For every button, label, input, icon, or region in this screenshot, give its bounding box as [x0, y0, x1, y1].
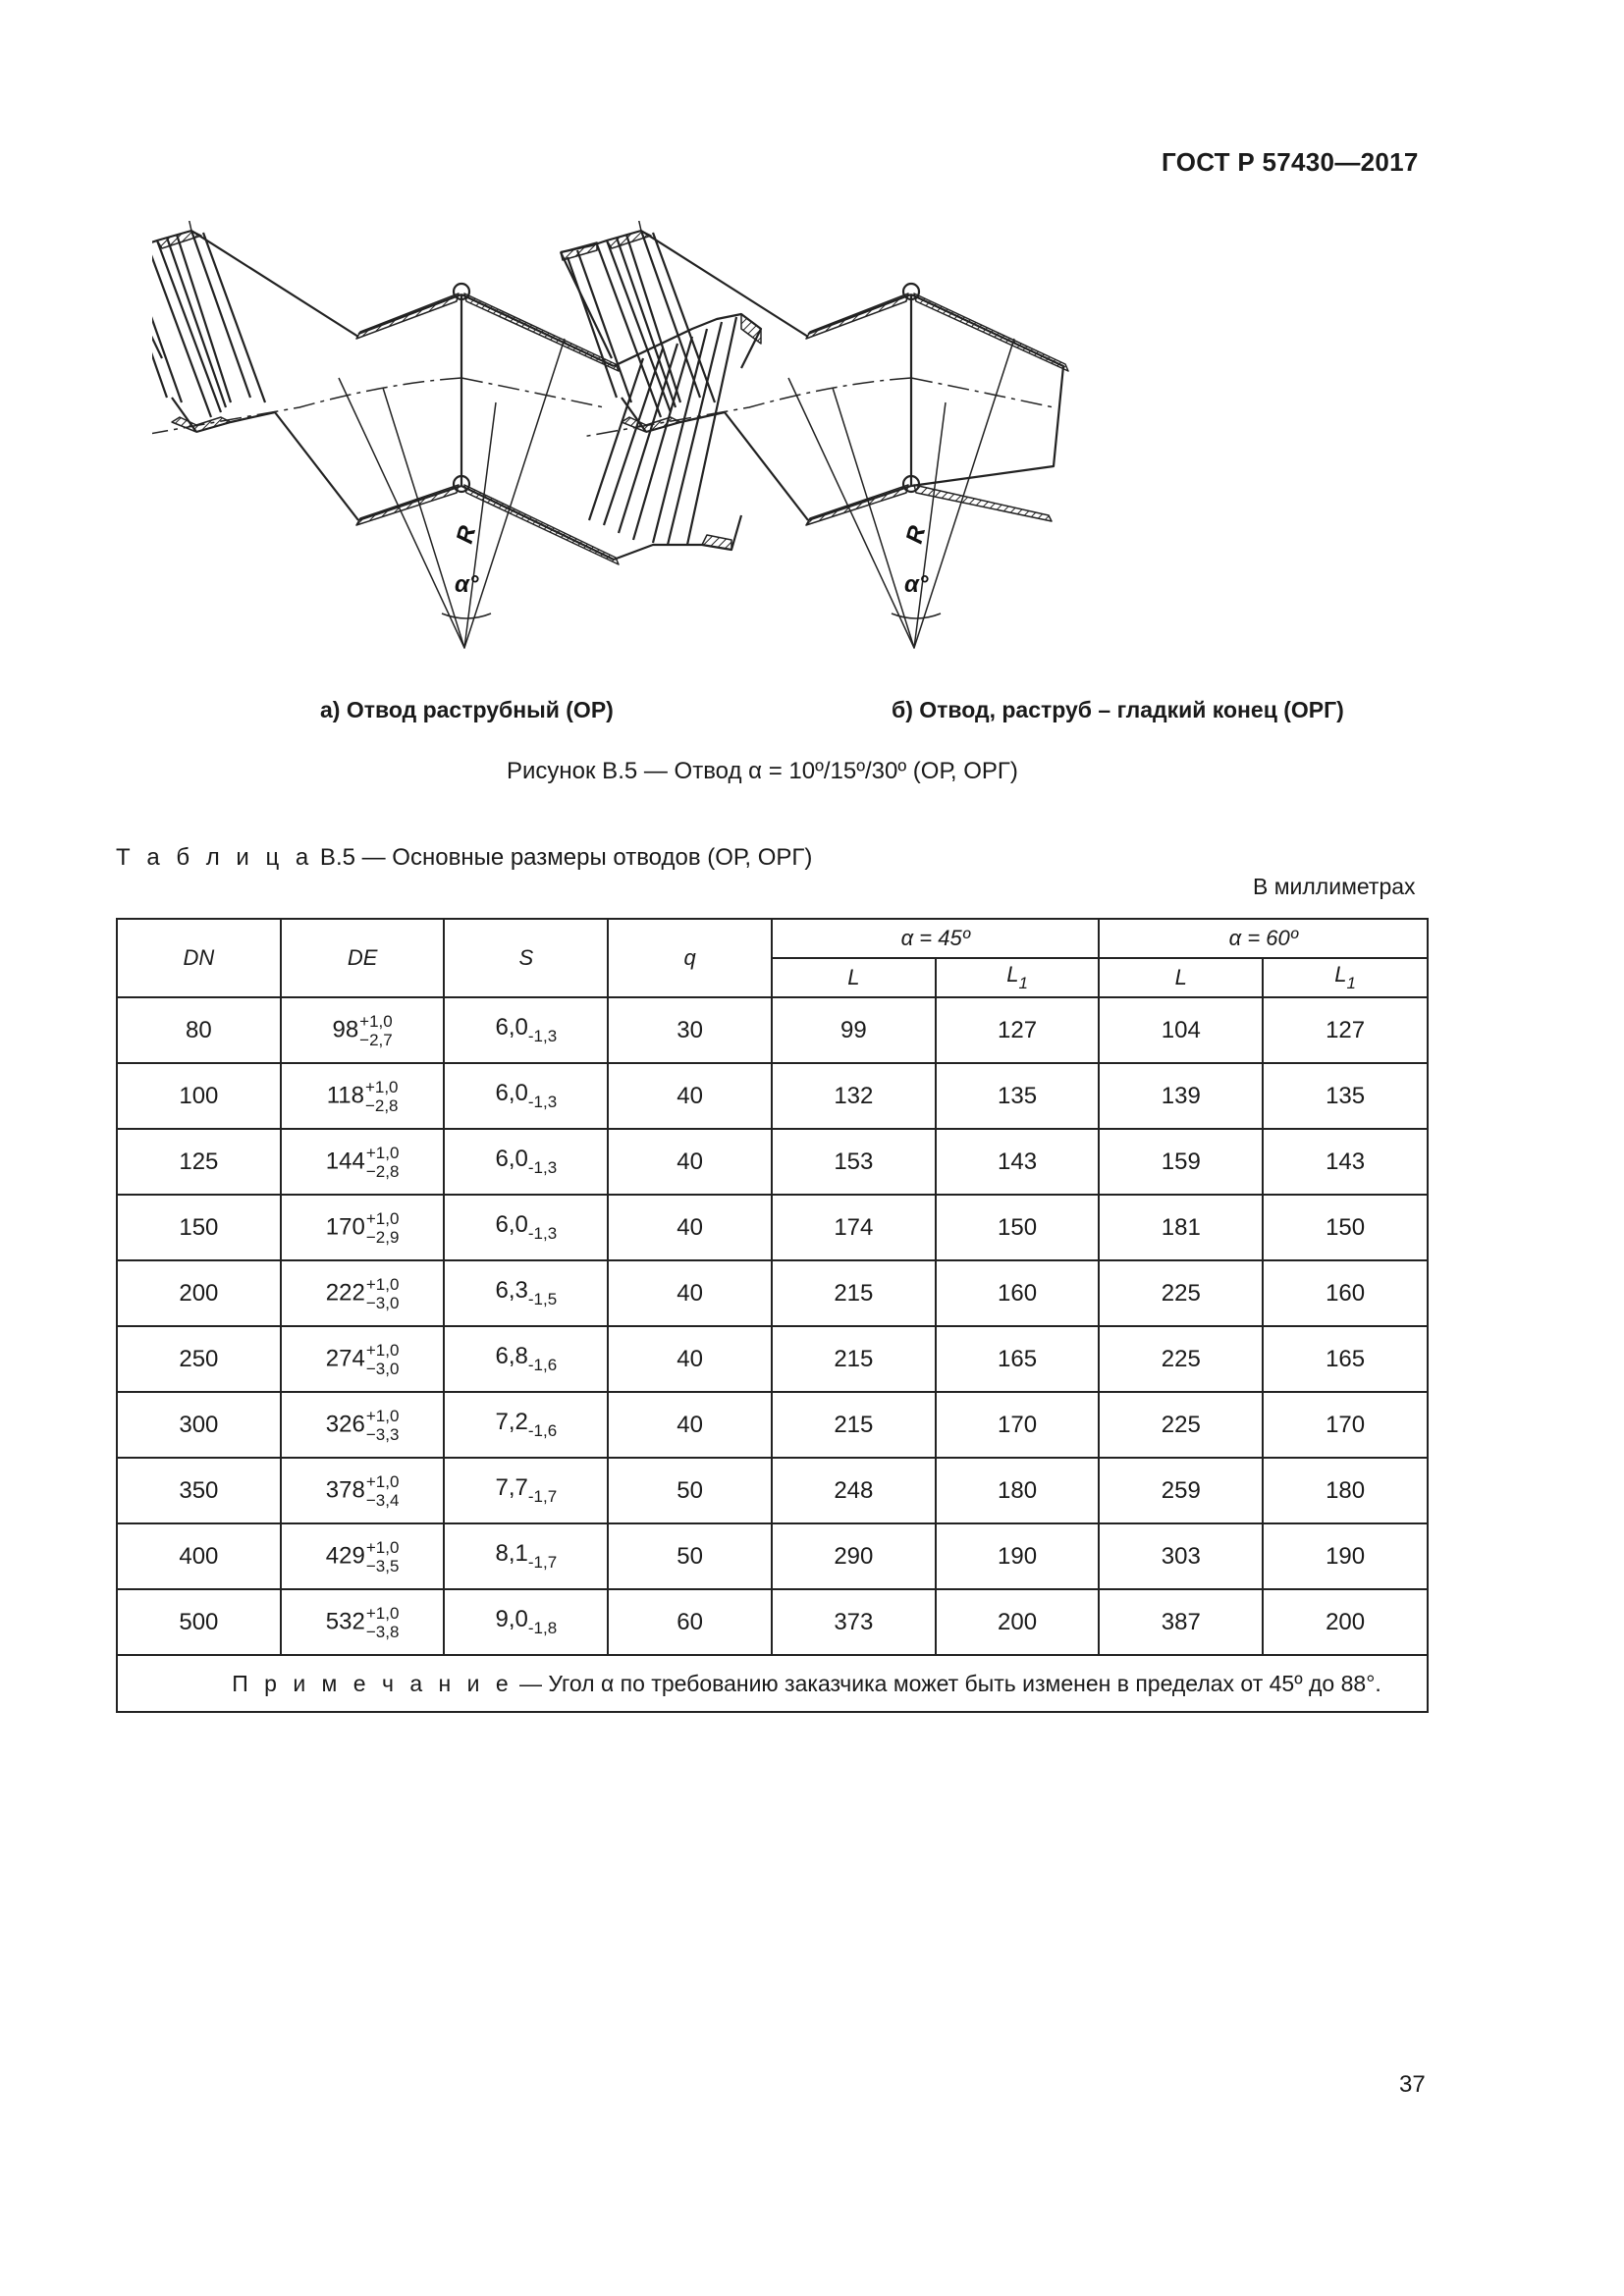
- cell-q: 30: [608, 997, 772, 1063]
- cell-dn: 400: [117, 1523, 281, 1589]
- cell-l-45: 153: [772, 1129, 936, 1195]
- figure-title: Рисунок В.5 — Отвод α = 10º/15º/30º (ОР, ОРГ): [507, 758, 1018, 784]
- cell-l-45: 215: [772, 1326, 936, 1392]
- cell-l-45: 215: [772, 1392, 936, 1458]
- cell-s: $6,0_{-1,3}$: [444, 1195, 608, 1260]
- header-dn: DN: [117, 919, 281, 997]
- cell-l-45: 132: [772, 1063, 936, 1129]
- cell-l-45: 248: [772, 1458, 936, 1523]
- cell-l1-45: 170: [936, 1392, 1100, 1458]
- cell-l-60: 225: [1099, 1392, 1263, 1458]
- cell-s: $6,0_{-1,3}$: [444, 997, 608, 1063]
- cell-l-60: 104: [1099, 997, 1263, 1063]
- note-text: — Угол α по требованию заказчика может быть изменен в пределах от 45º до 88°.: [513, 1670, 1381, 1696]
- cell-dn: 350: [117, 1458, 281, 1523]
- dimensions-table: [116, 918, 1429, 1713]
- table-row: [117, 997, 1428, 1063]
- cell-l-60: 303: [1099, 1523, 1263, 1589]
- cell-l-60: 139: [1099, 1063, 1263, 1129]
- cell-l-45: 99: [772, 997, 936, 1063]
- dim-label-alpha-b: α°: [904, 571, 929, 598]
- table-title-prefix: Т а б л и ц а: [116, 844, 314, 871]
- bend-drawing-b: [561, 221, 1098, 648]
- cell-l1-60: 200: [1263, 1589, 1428, 1655]
- table-row: [117, 1129, 1428, 1195]
- cell-l-60: 259: [1099, 1458, 1263, 1523]
- cell-q: 40: [608, 1326, 772, 1392]
- cell-l1-45: 200: [936, 1589, 1100, 1655]
- cell-l-60: 159: [1099, 1129, 1263, 1195]
- cell-de: 98 +1,0 −2,7: [281, 997, 445, 1063]
- table-title: [116, 844, 812, 872]
- page-number: 37: [1399, 2071, 1426, 2098]
- dim-label-R-a: R: [451, 522, 482, 547]
- cell-q: 40: [608, 1392, 772, 1458]
- cell-s: $6,8_{-1,6}$: [444, 1326, 608, 1392]
- cell-q: 40: [608, 1129, 772, 1195]
- cell-dn: 150: [117, 1195, 281, 1260]
- cell-dn: 300: [117, 1392, 281, 1458]
- cell-de: 326 +1,0 −3,3: [281, 1392, 445, 1458]
- table-note: [117, 1655, 1428, 1712]
- table-body: [117, 997, 1428, 1655]
- header-alpha-60: α = 60º: [1099, 919, 1428, 958]
- header-l-45: L: [772, 958, 936, 997]
- cell-l-60: 387: [1099, 1589, 1263, 1655]
- table-row: [117, 1063, 1428, 1129]
- cell-de: 222 +1,0 −3,0: [281, 1260, 445, 1326]
- cell-s: $6,3_{-1,5}$: [444, 1260, 608, 1326]
- table-row: [117, 1458, 1428, 1523]
- cell-dn: 80: [117, 997, 281, 1063]
- cell-l1-45: 127: [936, 997, 1100, 1063]
- cell-de: 429 +1,0 −3,5: [281, 1523, 445, 1589]
- figure-caption-b: б) Отвод, раструб – гладкий конец (ОРГ): [892, 697, 1344, 722]
- cell-s: $6,0_{-1,3}$: [444, 1063, 608, 1129]
- cell-de: 378 +1,0 −3,4: [281, 1458, 445, 1523]
- table-row: [117, 1392, 1428, 1458]
- header-l1-45: $L_1$: [936, 958, 1100, 997]
- cell-l-60: 225: [1099, 1260, 1263, 1326]
- cell-s: $9,0_{-1,8}$: [444, 1589, 608, 1655]
- cell-l1-60: 170: [1263, 1392, 1428, 1458]
- cell-l1-45: 190: [936, 1523, 1100, 1589]
- cell-dn: 500: [117, 1589, 281, 1655]
- cell-l1-45: 143: [936, 1129, 1100, 1195]
- note-prefix: П р и м е ч а н и е: [232, 1670, 514, 1696]
- header-alpha-45: α = 45º: [772, 919, 1099, 958]
- cell-l1-60: 143: [1263, 1129, 1428, 1195]
- pipe-bend-drawing: [152, 221, 1380, 682]
- cell-l-60: 225: [1099, 1326, 1263, 1392]
- cell-de: 274 +1,0 −3,0: [281, 1326, 445, 1392]
- figure-caption-a: а) Отвод раструбный (ОР): [320, 697, 614, 722]
- cell-q: 40: [608, 1063, 772, 1129]
- cell-l-45: 215: [772, 1260, 936, 1326]
- cell-l1-60: 165: [1263, 1326, 1428, 1392]
- cell-l1-60: 160: [1263, 1260, 1428, 1326]
- cell-dn: 100: [117, 1063, 281, 1129]
- cell-s: $7,7_{-1,7}$: [444, 1458, 608, 1523]
- cell-q: 40: [608, 1260, 772, 1326]
- cell-l1-60: 127: [1263, 997, 1428, 1063]
- header-l1-60: $L_1$: [1263, 958, 1428, 997]
- table-row: [117, 1195, 1428, 1260]
- cell-de: 532 +1,0 −3,8: [281, 1589, 445, 1655]
- cell-l-45: 174: [772, 1195, 936, 1260]
- cell-l1-45: 165: [936, 1326, 1100, 1392]
- cell-s: $6,0_{-1,3}$: [444, 1129, 608, 1195]
- dim-label-alpha-a: α°: [455, 571, 479, 598]
- cell-l1-45: 135: [936, 1063, 1100, 1129]
- cell-s: $7,2_{-1,6}$: [444, 1392, 608, 1458]
- table-title-text: В.5 — Основные размеры отводов (ОР, ОРГ): [313, 844, 813, 871]
- cell-l-45: 373: [772, 1589, 936, 1655]
- table-units: В миллиметрах: [1253, 874, 1416, 899]
- cell-de: 118 +1,0 −2,8: [281, 1063, 445, 1129]
- cell-dn: 200: [117, 1260, 281, 1326]
- header-q: q: [608, 919, 772, 997]
- table-row: [117, 1260, 1428, 1326]
- cell-l1-45: 160: [936, 1260, 1100, 1326]
- cell-l1-60: 180: [1263, 1458, 1428, 1523]
- cell-l1-60: 135: [1263, 1063, 1428, 1129]
- cell-de: 144 +1,0 −2,8: [281, 1129, 445, 1195]
- header-de: DE: [281, 919, 445, 997]
- cell-l1-60: 150: [1263, 1195, 1428, 1260]
- cell-s: $8,1_{-1,7}$: [444, 1523, 608, 1589]
- cell-l1-45: 180: [936, 1458, 1100, 1523]
- cell-l-45: 290: [772, 1523, 936, 1589]
- cell-l1-45: 150: [936, 1195, 1100, 1260]
- cell-q: 50: [608, 1523, 772, 1589]
- table-row: [117, 1326, 1428, 1392]
- header-s: S: [444, 919, 608, 997]
- header-l-60: L: [1099, 958, 1263, 997]
- cell-dn: 250: [117, 1326, 281, 1392]
- cell-q: 50: [608, 1458, 772, 1523]
- table-row: [117, 1589, 1428, 1655]
- cell-q: 40: [608, 1195, 772, 1260]
- cell-l-60: 181: [1099, 1195, 1263, 1260]
- cell-l1-60: 190: [1263, 1523, 1428, 1589]
- cell-q: 60: [608, 1589, 772, 1655]
- dim-label-R-b: R: [900, 522, 932, 547]
- table-row: [117, 1523, 1428, 1589]
- cell-dn: 125: [117, 1129, 281, 1195]
- document-standard-header: ГОСТ Р 57430—2017: [1162, 147, 1419, 177]
- cell-de: 170 +1,0 −2,9: [281, 1195, 445, 1260]
